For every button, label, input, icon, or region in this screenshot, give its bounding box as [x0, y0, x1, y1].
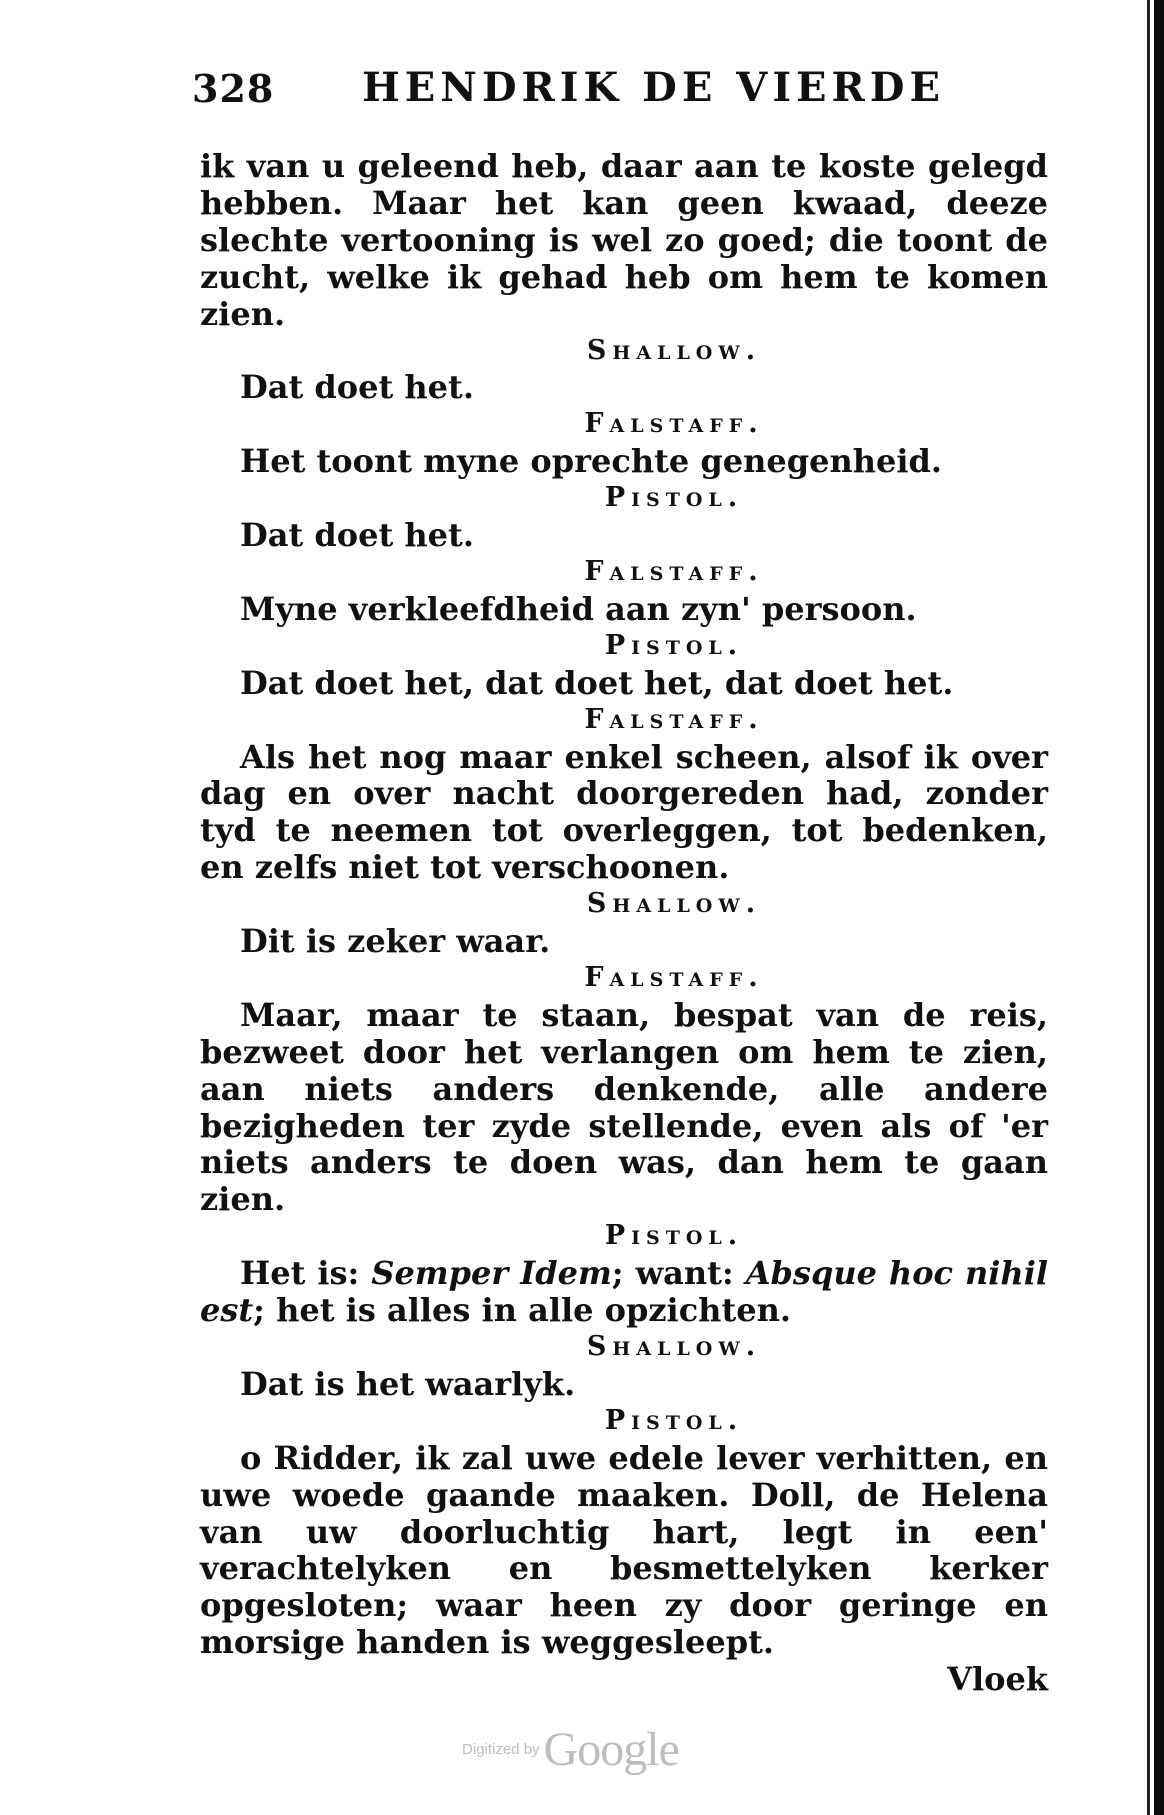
dialogue-line: ik van u geleend heb, daar aan te koste gelegd hebben. Maar het kan geen kwaad, deeze slechte vertooning is wel zo goed; die toont de zucht, welke ik gehad heb om hem te komen zien. — [200, 147, 1048, 333]
speaker-heading: Falstaff. — [584, 555, 764, 587]
dialogue-line: o Ridder, ik zal uwe edele lever verhitten, en uwe woede gaande maaken. Doll, de Helena van uw doorluchtig hart, legt in een' verachtelyken en besmettelyken kerker opgesloten; waar heen zy door geringe en morsige handen is weggesleept. — [200, 1438, 1048, 1662]
speaker-heading: Falstaff. — [584, 408, 764, 440]
watermark-prefix: Digitized by — [462, 1741, 540, 1758]
google-watermark — [462, 1722, 679, 1777]
google-logo: Google — [543, 1723, 679, 1776]
dialogue-line: Myne verkleefdheid aan zyn' persoon. — [240, 589, 917, 628]
dialogue-text: ; het is alles in alle opzichten. — [253, 1291, 791, 1330]
dialogue-line: Dat doet het. — [240, 368, 474, 407]
latin-phrase: Absque hoc nihil est — [200, 1254, 1048, 1330]
speaker-heading: Shallow. — [586, 334, 762, 366]
dialogue-line: Het toont myne oprechte genegenheid. — [240, 442, 943, 481]
latin-phrase: Semper Idem — [371, 1254, 612, 1293]
dialogue-line — [200, 1255, 1048, 1329]
dialogue-line: Dat doet het. — [240, 516, 474, 555]
page-number: 328 — [192, 66, 275, 111]
body-text — [200, 148, 1048, 1698]
catchword: Vloek — [947, 1660, 1048, 1699]
speaker-heading: Shallow. — [586, 1331, 762, 1362]
dialogue-text: Het is: — [240, 1254, 372, 1293]
speaker-heading: Pistol. — [604, 1220, 744, 1252]
dialogue-line: Dit is zeker waar. — [240, 922, 551, 961]
speaker-heading: Pistol. — [604, 482, 744, 514]
speaker-heading: Falstaff. — [584, 703, 764, 735]
dialogue-line: Als het nog maar enkel scheen, alsof ik over dag en over nacht doorgereden had, zonder tyd te neemen tot overleggen, tot bedenken, en zelfs niet tot verschoonen. — [200, 737, 1048, 887]
running-head: HENDRIK DE VIERDE — [362, 64, 945, 111]
page-edge-line — [1147, 0, 1150, 1815]
dialogue-line: Dat doet het, dat doet het, dat doet het. — [240, 663, 954, 702]
speaker-heading: Pistol. — [604, 1404, 744, 1436]
speaker-heading: Falstaff. — [584, 961, 764, 993]
dialogue-line: Dat is het waarlyk. — [240, 1364, 576, 1403]
page-edge-shadow — [1154, 0, 1164, 1815]
dialogue-line: Maar, maar te staan, bespat van de reis, bezweet door het verlangen om hem te zien, aan niets anders denkende, alle andere bezigheden ter zyde stellende, even als of 'er niets anders te doen was, dan hem te gaan zien. — [200, 995, 1048, 1219]
page-header — [192, 60, 945, 120]
dialogue-text: ; want: — [611, 1254, 746, 1293]
speaker-heading: Shallow. — [586, 888, 762, 920]
speaker-heading: Pistol. — [604, 629, 744, 661]
